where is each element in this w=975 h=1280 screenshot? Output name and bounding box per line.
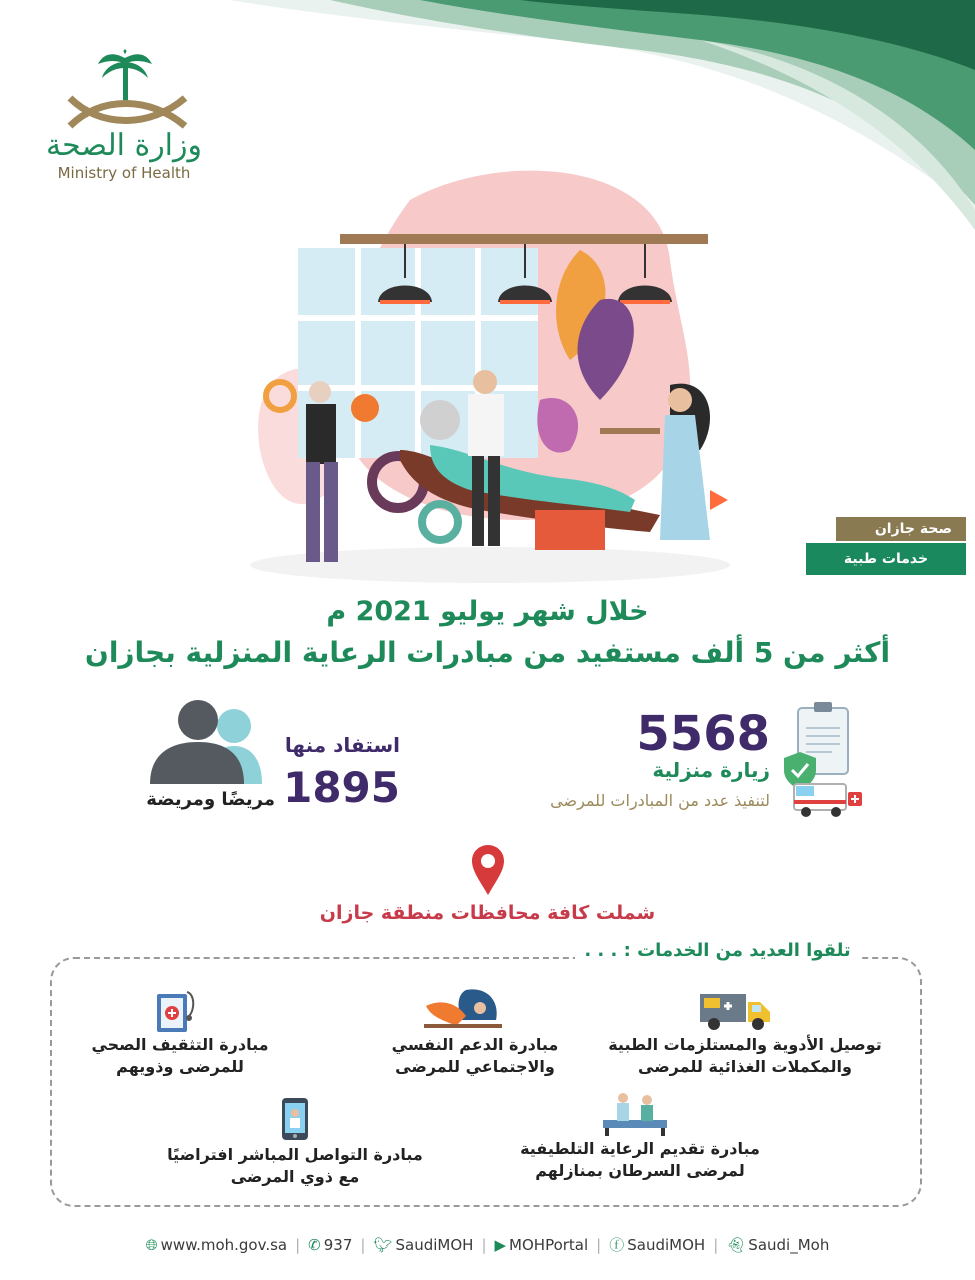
visits-label: زيارة منزلية <box>652 758 770 782</box>
footer-youtube[interactable] <box>491 1236 593 1254</box>
footer-phone-text: 937 <box>323 1236 353 1254</box>
service-item-palliative-care <box>490 1138 790 1182</box>
headline-line-2: أكثر من 5 ألف مستفيد من مبادرات الرعاية المنزلية بجازان <box>84 636 891 669</box>
category-tag: خدمات طبية <box>806 543 966 575</box>
globe-icon: 🌐︎ <box>145 1236 158 1254</box>
youtube-icon: ▶ <box>494 1236 507 1254</box>
logo-arabic-text: وزارة الصحة <box>46 128 202 163</box>
smartphone-doctor-icon <box>280 1096 310 1142</box>
twitter-icon: 🐦︎ <box>373 1236 393 1254</box>
health-education-icon <box>153 988 199 1034</box>
footer-snapchat-text: Saudi_Moh <box>748 1236 830 1254</box>
logo-english-text: Ministry of Health <box>57 164 191 182</box>
service-line-2: للمرضى وذويهم <box>116 1057 244 1076</box>
home-care-illustration <box>240 160 740 590</box>
service-line-2: لمرضى السرطان بمنازلهم <box>535 1161 745 1180</box>
service-item-psychological-support <box>360 1034 590 1078</box>
footer-twitter-text: SaudiMOH <box>395 1236 474 1254</box>
headline-line-1: خلال شهر يوليو 2021 م <box>326 596 649 627</box>
footer-facebook-text: SaudiMOH <box>627 1236 706 1254</box>
phone-icon: ✆ <box>308 1236 321 1254</box>
delivery-truck-icon <box>698 990 773 1032</box>
psychological-support-icon <box>422 986 504 1032</box>
service-line-2: مع ذوي المرضى <box>230 1167 360 1186</box>
coverage-text: شملت كافة محافظات منطقة جازان <box>319 902 656 924</box>
visits-subtext: لتنفيذ عدد من المبادرات للمرضى <box>550 791 770 810</box>
location-pin-icon <box>470 843 506 897</box>
facebook-icon: ⓕ <box>609 1236 625 1254</box>
service-line-2: والمكملات الغذائية للمرضى <box>638 1057 852 1076</box>
footer-youtube-text: MOHPortal <box>509 1236 589 1254</box>
palliative-care-icon <box>601 1090 669 1136</box>
beneficiaries-number: 1895 <box>283 763 400 812</box>
service-line-1: مبادرة الدعم النفسي <box>391 1035 559 1054</box>
snapchat-icon: 👻︎ <box>726 1236 746 1254</box>
footer-twitter[interactable] <box>369 1236 477 1254</box>
service-line-1: مبادرة التثقيف الصحي <box>91 1035 269 1054</box>
service-item-virtual-communication <box>150 1144 440 1188</box>
services-title: تلقوا العديد من الخدمات : . . . <box>575 940 860 961</box>
footer-contacts: 🌐︎ www.moh.gov.sa | ✆ 937 | 🐦︎ SaudiMOH | ▶ MOHPortal | ⓕ SaudiMOH | 👻︎ Saudi_Moh <box>0 1234 975 1255</box>
service-item-medicine-delivery <box>595 1034 895 1078</box>
visits-number: 5568 <box>636 706 770 762</box>
footer-phone[interactable] <box>304 1236 356 1254</box>
footer-website-text: www.moh.gov.sa <box>160 1236 288 1254</box>
people-icon <box>148 696 266 784</box>
service-line-1: مبادرة تقديم الرعاية التلطيفية <box>520 1139 760 1158</box>
footer-facebook[interactable] <box>605 1236 709 1254</box>
footer-snapchat[interactable] <box>722 1236 833 1254</box>
footer-website[interactable] <box>142 1236 291 1254</box>
beneficiaries-label: استفاد منها <box>284 733 400 757</box>
beneficiaries-unit: مريضًا ومريضة <box>146 789 275 810</box>
region-tag: صحة جازان <box>836 517 966 541</box>
service-line-2: والاجتماعي للمرضى <box>395 1057 555 1076</box>
service-item-health-education <box>70 1034 290 1078</box>
service-line-1: توصيل الأدوية والمستلزمات الطبية <box>608 1035 882 1054</box>
service-line-1: مبادرة التواصل المباشر افتراضيًا <box>167 1145 423 1164</box>
policy-ambulance-icon <box>780 700 870 820</box>
